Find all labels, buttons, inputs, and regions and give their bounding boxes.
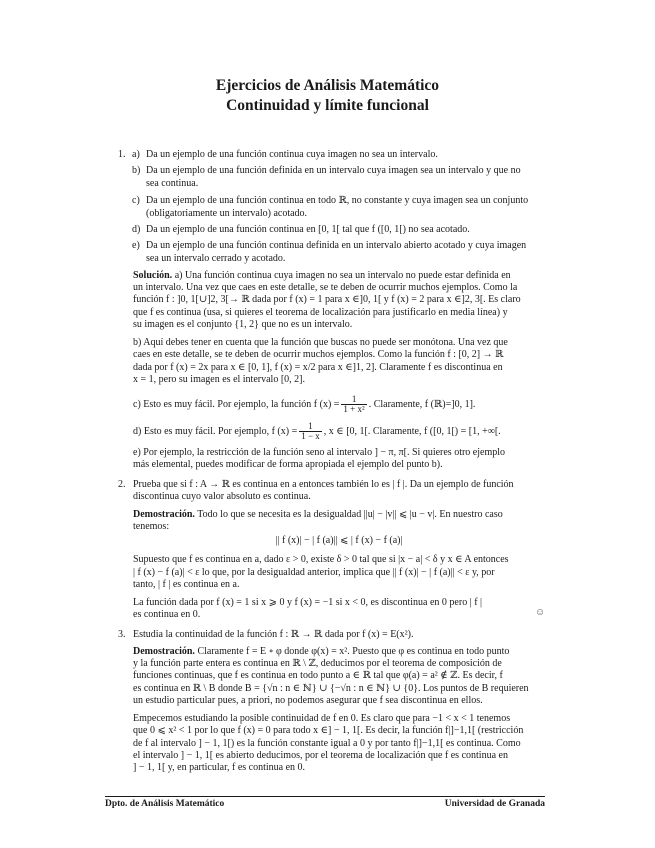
ex2-display-inequality: || f (x)| − | f (a)|| ⩽ | f (x) − f (a)|: [275, 535, 403, 546]
ex1-e-text-2: sea un intervalo cerrado y acotado.: [146, 253, 286, 264]
solution-a-2: un intervalo. Una vez que caes en este detalle, se te deben de ocurrir muchos ejemplos. Como la: [133, 282, 518, 293]
ex3-proof-3: funciones continuas, que f es continua en todo punto a ∈ ℝ tal que φ(a) = a² ∉ ℤ. Es decir, f: [133, 670, 503, 681]
ex1-c-text-2: (obligatoriamente un intervalo) acotado.: [146, 208, 308, 219]
ex1-a-text: Da un ejemplo de una función continua cuya imagen no sea un intervalo.: [146, 149, 438, 160]
ex1-b-text-2: sea continua.: [146, 178, 199, 189]
solution-c-numerator: 1: [341, 395, 366, 405]
solution-c-denominator: 1 + x²: [343, 404, 365, 415]
ex1-d-label: d): [132, 224, 141, 235]
ex3-study-2: que 0 ⩽ x² < 1 por lo que f (x) = 0 para todo x ∈] − 1, 1[. Es decir, la función f|]−1,1[ (restricción: [133, 725, 524, 736]
ex3-proof-1: Claramente f = E ∘ φ donde φ(x) = x². Puesto que φ es continua en todo punto: [194, 646, 510, 657]
solution-c-pre: c) Esto es muy fácil. Por ejemplo, la función f (x) =: [133, 399, 340, 410]
ex1-d-text: Da un ejemplo de una función continua en [0, 1[ tal que f ([0, 1[) no sea acotado.: [146, 224, 470, 235]
solution-e-2: más elemental, puedes modificar de forma apropiada el ejemplo del punto b).: [133, 459, 443, 470]
ex2-proof-2: tenemos:: [133, 521, 170, 532]
solution-c: [133, 394, 475, 416]
ex1-a-label: a): [132, 149, 140, 160]
footer-rule: [105, 796, 545, 797]
solution-c-fraction: [341, 395, 366, 414]
ex2-example-1: La función dada por f (x) = 1 si x ⩾ 0 y f (x) = −1 si x < 0, es discontinua en 0 pero | f |: [133, 597, 483, 608]
solution-a-1: a) Una función continua cuya imagen no sea un intervalo no puede estar definida en: [172, 270, 511, 281]
document-subtitle: Continuidad y límite funcional: [226, 97, 429, 114]
ex1-e-label: e): [132, 240, 140, 251]
solution-a-4: que f es continua (usa, si quieres el teorema de localización para justificarlo en media línea) y: [133, 307, 508, 318]
solution-d-denominator: 1 − x: [301, 431, 320, 442]
ex2-proof-1: Todo lo que se necesita es la desigualdad ||u| − |v|| ⩽ |u − v|. En nuestro caso: [194, 509, 503, 520]
ex1-solution-line-1: [133, 270, 511, 282]
ex2-proof-5: tanto, | f | es continua en a.: [133, 579, 240, 590]
solution-a-3: función f : ]0, 1[∪]2, 3[→ ℝ dada por f (x) = 1 para x ∈]0, 1[ y f (x) = 2 para x ∈]2, 3[. Es claro: [133, 294, 521, 305]
ex3-study-1: Empecemos estudiando la posible continuidad de f en 0. Es claro que para −1 < x < 1 tenemos: [133, 713, 511, 724]
document-title: Ejercicios de Análisis Matemático: [215, 77, 440, 94]
exercise-1-number: 1.: [118, 149, 126, 160]
ex3-proof-2: y la función parte entera es continua en ℝ \ ℤ, deducimos por el teorema de composición de: [133, 658, 502, 669]
ex3-study-5: ] − 1, 1[ y, en particular, f es continua en 0.: [133, 762, 306, 773]
solution-d: [133, 421, 501, 443]
ex1-b-text-1: Da un ejemplo de una función definida en un intervalo cuya imagen sea un intervalo y que no: [146, 165, 521, 176]
solution-d-post: , x ∈ [0, 1[. Claramente, f ([0, 1[) = [1, +∞[.: [323, 426, 501, 437]
ex1-e-text-1: Da un ejemplo de una función continua definida en un intervalo abierto acotado y cuya imagen: [146, 240, 527, 251]
ex2-example-2: es continua en 0.: [133, 609, 201, 620]
solution-b-2: caes en este detalle, se te deben de ocurrir muchos ejemplos. Como la función f : [0, 2] → ℝ: [133, 349, 504, 360]
solution-b-4: x = 1, pero su imagen es el intervalo [0, 2].: [133, 374, 305, 385]
footer-university: Universidad de Granada: [444, 799, 545, 809]
ex2-statement-1: Prueba que si f : A → ℝ es continua en a entonces también lo es | f |. Da un ejemplo de función: [133, 479, 514, 490]
ex1-b-label: b): [132, 165, 141, 176]
ex2-proof-3: Supuesto que f es continua en a, dado ε > 0, existe δ > 0 tal que si |x − a| < δ y x ∈ A entonces: [133, 554, 509, 565]
ex3-proof-4: es continua en ℝ \ B donde B = {√n : n ∈ ℕ} ∪ {−√n : n ∈ ℕ} ∪ {0}. Los puntos de B requieren: [133, 683, 529, 694]
ex3-statement: Estudia la continuidad de la función f : ℝ → ℝ dada por f (x) = E(x²).: [133, 629, 414, 640]
ex3-study-4: el intervalo ] − 1, 1[ es abierto deducimos, por el teorema de localización que f es continua en: [133, 750, 508, 761]
solution-e-1: e) Por ejemplo, la restricción de la función seno al intervalo ] − π, π[. Si quieres otro ejemplo: [133, 447, 506, 458]
ex2-proof-4: | f (x) − f (a)| < ε lo que, por la desigualdad anterior, implica que || f (x)| − | f (a)|| < ε y, por: [133, 567, 495, 578]
solution-a-5: su imagen es el conjunto {1, 2} que no es un intervalo.: [133, 319, 353, 330]
solution-b-3: dada por f (x) = 2x para x ∈ [0, 1], f (x) = x/2 para x ∈]1, 2]. Claramente f es discontinua en: [133, 362, 503, 373]
ex3-study-3: de f al intervalo ] − 1, 1[) es la función constante igual a 0 y por tanto f|]−1,1[ es continua. Como: [133, 738, 521, 749]
ex2-proof-line-1: [133, 509, 503, 521]
solution-c-post: . Claramente, f (ℝ)=]0, 1].: [368, 399, 476, 410]
exercise-3-number: 3.: [118, 629, 126, 640]
ex3-proof-line-1: [133, 646, 509, 658]
solution-d-fraction: [299, 422, 322, 441]
exercise-2-number: 2.: [118, 479, 126, 490]
qed-smiley-icon: ☺: [535, 607, 546, 618]
solution-d-numerator: 1: [299, 422, 322, 432]
proof-label: Demostración.: [133, 509, 195, 520]
ex1-c-label: c): [132, 195, 140, 206]
solution-b-1: b) Aquí debes tener en cuenta que la función que buscas no puede ser monótona. Una vez que: [133, 337, 508, 348]
footer-department: Dpto. de Análisis Matemático: [105, 799, 225, 809]
solution-d-pre: d) Esto es muy fácil. Por ejemplo, f (x) =: [133, 426, 298, 437]
ex3-proof-5: un estudio particular pues, a priori, no podemos asegurar que f sea discontinua en ellos.: [133, 695, 483, 706]
ex1-c-text-1: Da un ejemplo de una función continua en todo ℝ, no constante y cuya imagen sea un conjunto: [146, 195, 529, 206]
ex2-statement-2: discontinua cuyo valor absoluto es continua.: [133, 491, 311, 502]
solution-label: Solución.: [133, 270, 173, 281]
proof-label: Demostración.: [133, 646, 195, 657]
